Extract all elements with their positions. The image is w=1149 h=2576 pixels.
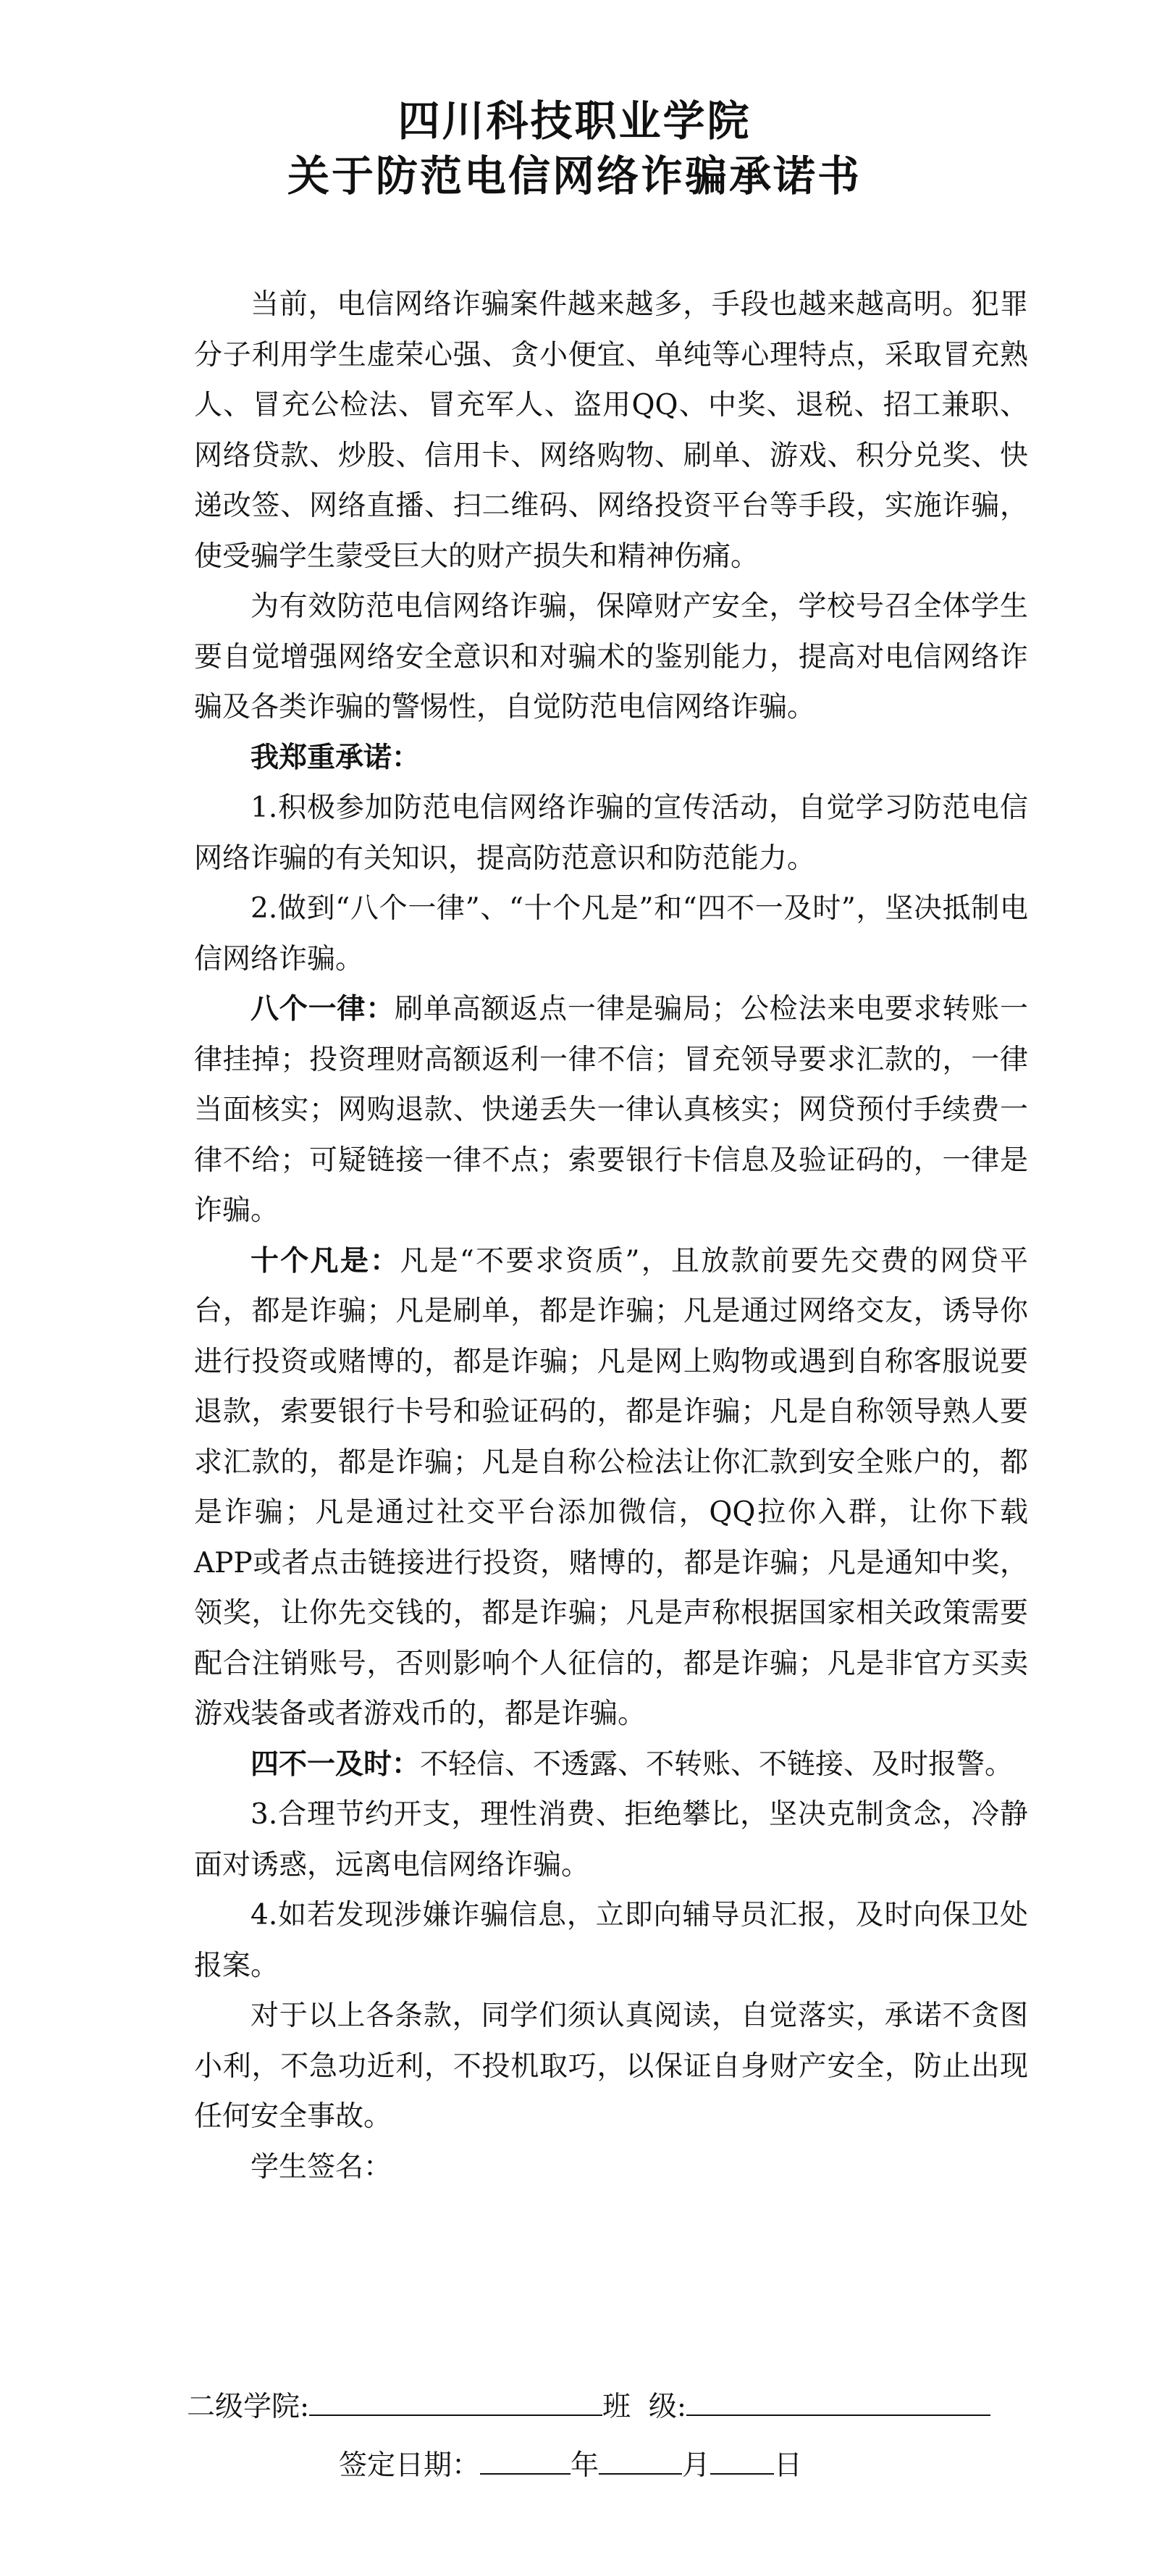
ten-rules-text: 凡是“不要求资质”，且放款前要先交费的网贷平台，都是诈骗；凡是刷单，都是诈骗；凡是通过网络交友，诱导你进行投资或赌博的，都是诈骗；凡是网上购物或遇到自称客服说要退款，索要银行卡号和验证码的，都是诈骗；凡是自称领导熟人要求汇款的，都是诈骗；凡是自称公检法让你汇款到安全账户的，都是诈骗；凡是通过社交平台添加微信，QQ拉你入群，让你下载APP或者点击链接进行投资，赌博的，都是诈骗；凡是通知中奖，领奖，让你先交钱的，都是诈骗；凡是声称根据国家相关政策需要配合注销账号，否则影响个人征信的，都是诈骗；凡是非官方买卖游戏装备或者游戏币的，都是诈骗。	[194, 1244, 1028, 1730]
college-field[interactable]	[309, 2387, 602, 2416]
date-year-field[interactable]	[480, 2446, 571, 2475]
paragraph-closing: 对于以上各条款，同学们须认真阅读，自觉落实，承诺不贪图小利，不急功近利，不投机取巧，以保证自身财产安全，防止出现任何安全事故。	[194, 2000, 1028, 2133]
ten-rules-paragraph	[194, 1236, 1028, 1740]
document-title-line1: 四川科技职业学院	[397, 96, 752, 146]
month-label: 月	[682, 2449, 711, 2482]
sign-date-row	[339, 2446, 802, 2480]
college-label: 二级学院:	[187, 2391, 310, 2423]
student-signature-label: 学生签名：	[251, 2150, 392, 2183]
class-label: 班 级:	[602, 2391, 687, 2423]
eight-rules-paragraph	[194, 984, 1028, 1236]
eight-rules-text: 刷单高额返点一律是骗局；公检法来电要求转账一律挂掉；投资理财高额返利一律不信；冒充领导要求汇款的，一律当面核实；网购退款、快递丢失一律认真核实；网贷预付手续费一律不给；可疑链接一律不点；索要银行卡信息及验证码的，一律是诈骗。	[194, 993, 1028, 1227]
pledge-item-4: 4.如若发现涉嫌诈骗信息，立即向辅导员汇报，及时向保卫处报案。	[194, 1899, 1028, 1982]
four-rules-text: 不轻信、不透露、不转账、不链接、及时报警。	[420, 1748, 1014, 1781]
date-day-field[interactable]	[710, 2446, 774, 2475]
four-rules-label: 四不一及时：	[251, 1747, 421, 1781]
pledge-item-3: 3.合理节约开支，理性消费、拒绝攀比，坚决克制贪念，冷静面对诱惑，远离电信网络诈骗。	[194, 1798, 1028, 1881]
college-class-row	[187, 2387, 990, 2421]
document-title-line2: 关于防范电信网络诈骗承诺书	[287, 151, 862, 201]
pledge-heading: 我郑重承诺：	[251, 740, 421, 774]
paragraph-call: 为有效防范电信网络诈骗，保障财产安全，学校号召全体学生要自觉增强网络安全意识和对骗术的鉴别能力，提高对电信网络诈骗及各类诈骗的警惕性，自觉防范电信网络诈骗。	[194, 590, 1028, 723]
date-label: 签定日期：	[339, 2449, 481, 2482]
pledge-item-1: 1.积极参加防范电信网络诈骗的宣传活动，自觉学习防范电信网络诈骗的有关知识，提高防范意识和防范能力。	[194, 792, 1028, 875]
date-month-field[interactable]	[599, 2446, 682, 2475]
paragraph-intro: 当前，电信网络诈骗案件越来越多，手段也越来越高明。犯罪分子利用学生虚荣心强、贪小便宜、单纯等心理特点，采取冒充熟人、冒充公检法、冒充军人、盗用QQ、中奖、退税、招工兼职、网络贷款、炒股、信用卡、网络购物、刷单、游戏、积分兑奖、快递改签、网络直播、扫二维码、网络投资平台等手段，实施诈骗，使受骗学生蒙受巨大的财产损失和精神伤痛。	[194, 288, 1028, 573]
class-field[interactable]	[686, 2387, 990, 2416]
four-rules-paragraph	[194, 1740, 1028, 1790]
year-label: 年	[571, 2449, 599, 2482]
document-body	[194, 280, 1028, 2192]
pledge-item-2: 2.做到“八个一律”、“十个凡是”和“四不一及时”，坚决抵制电信网络诈骗。	[194, 892, 1028, 976]
eight-rules-label: 八个一律：	[251, 992, 395, 1025]
ten-rules-label: 十个凡是：	[251, 1243, 400, 1277]
day-label: 日	[774, 2449, 803, 2482]
